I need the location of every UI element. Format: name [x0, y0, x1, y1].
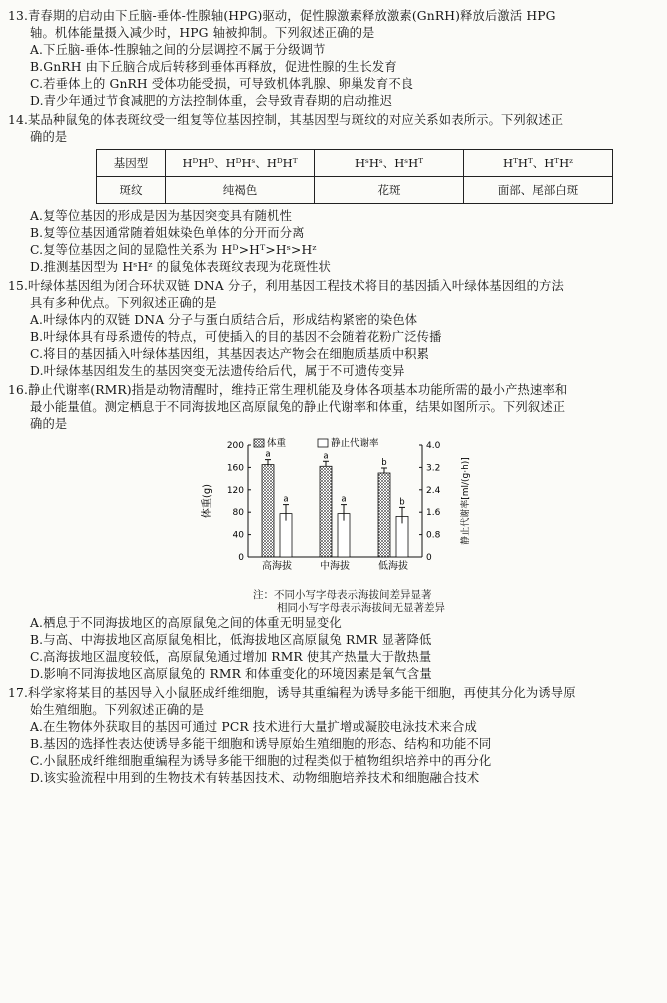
right-tick-label: 0.8 [426, 530, 441, 541]
bar-weight [320, 466, 332, 557]
table-cell: HˢHˢ、HˢHᵀ [315, 150, 464, 177]
option-d: D.影响不同海拔地区高原鼠兔的 RMR 和体重变化的环境因素是氧气含量 [30, 667, 432, 681]
table-cell: HᵀHᵀ、HᵀHᶻ [464, 150, 613, 177]
chart-note-line: 注：不同小写字母表示海拔间差异显著 [253, 589, 432, 601]
option-c: C.复等位基因之间的显隐性关系为 Hᴰ>Hᵀ>Hˢ>Hᶻ [30, 243, 317, 257]
question-stem-line: 16.静止代谢率(RMR)指是动物清醒时，维持正常生理机能及身体各项基本功能所需的最小产热速率和 [8, 383, 568, 397]
question-stem-line: 15.叶绿体基因组为闭合环状双链 DNA 分子，利用基因工程技术将目的基因插入叶绿体基因组的方法 [8, 279, 564, 293]
legend-label-weight: 体重 [267, 438, 287, 449]
option-d: D.该实验流程中用到的生物技术有转基因技术、动物细胞培养技术和细胞融合技术 [30, 771, 480, 785]
table-cell: 花斑 [315, 177, 464, 204]
legend-swatch-weight [254, 439, 264, 447]
left-tick-label: 200 [226, 441, 244, 451]
legend-swatch-rmr [318, 439, 328, 447]
option-d: D.推测基因型为 HˢHᶻ 的鼠兔体表斑纹表现为花斑性状 [30, 260, 331, 274]
option-c: C.小鼠胚成纤维细胞重编程为诱导多能干细胞的过程类似于植物组织培养中的再分化 [30, 754, 492, 768]
question-stem-line: 具有多种优点。下列叙述正确的是 [30, 296, 217, 310]
chart-note-line: 相同小写字母表示海拔间无显著差异 [277, 602, 445, 614]
bar-weight [378, 473, 390, 557]
option-a: A.复等位基因的形成是因为基因突变具有随机性 [30, 209, 293, 223]
bar-letter: a [341, 494, 347, 505]
table-row [97, 177, 613, 204]
question-15 [8, 278, 653, 380]
category-label: 中海拔 [320, 561, 350, 572]
question-16 [8, 382, 653, 683]
option-b: B.GnRH 由下丘脑合成后转移到垂体再释放，促进性腺的生长发育 [30, 60, 397, 74]
bar-letter: a [283, 494, 289, 505]
left-axis-label: 体重(g) [202, 483, 213, 519]
option-b: B.叶绿体具有母系遗传的特点，可使插入的目的基因不会随着花粉广泛传播 [30, 330, 442, 344]
question-stem-line: 始生殖细胞。下列叙述正确的是 [30, 703, 205, 717]
question-13 [8, 8, 653, 110]
question-stem-line: 14.某品种鼠兔的体表斑纹受一组复等位基因控制，其基因型与斑纹的对应关系如表所示。下列叙述正 [8, 113, 564, 127]
left-tick-label: 40 [232, 530, 244, 541]
chart-svg [186, 435, 486, 585]
right-tick-label: 1.6 [426, 508, 441, 519]
right-tick-label: 2.4 [426, 485, 441, 496]
question-17 [8, 685, 653, 787]
left-tick-label: 160 [226, 463, 244, 474]
genotype-table [96, 149, 613, 204]
option-a: A.下丘脑-垂体-性腺轴之间的分层调控不属于分级调节 [30, 43, 326, 57]
option-a: A.叶绿体内的双链 DNA 分子与蛋白质结合后，形成结构紧密的染色体 [30, 313, 418, 327]
category-label: 低海拔 [378, 561, 408, 572]
category-label: 高海拔 [262, 561, 292, 572]
option-a: A.在生物体外获取目的基因可通过 PCR 技术进行大量扩增或凝胶电泳技术来合成 [30, 720, 477, 734]
option-a: A.栖息于不同海拔地区的高原鼠兔之间的体重无明显变化 [30, 616, 342, 630]
bar-letter: a [265, 449, 271, 460]
question-stem-line: 确的是 [30, 417, 68, 431]
option-d: D.青少年通过节食减肥的方法控制体重，会导致青春期的启动推迟 [30, 94, 393, 108]
bar-letter: b [381, 458, 387, 468]
bar-chart [186, 435, 486, 589]
option-c: C.若垂体上的 GnRH 受体功能受损，可导致机体乳腺、卵巢发育不良 [30, 77, 414, 91]
option-c: C.将目的基因插入叶绿体基因组，其基因表达产物会在细胞质基质中积累 [30, 347, 430, 361]
option-d: D.叶绿体基因组发生的基因突变无法遗传给后代，属于不可遗传变异 [30, 364, 405, 378]
table-cell: HᴰHᴰ、HᴰHˢ、HᴰHᵀ [166, 150, 315, 177]
option-b: B.复等位基因通常随着姐妹染色单体的分开而分离 [30, 226, 305, 240]
table-row [97, 150, 613, 177]
table-header-cell: 斑纹 [97, 177, 166, 204]
question-stem-line: 17.科学家将某目的基因导入小鼠胚成纤维细胞，诱导其重编程为诱导多能干细胞，再使其分化为诱导原 [8, 686, 576, 700]
bar-weight [262, 465, 274, 557]
left-tick-label: 120 [226, 485, 244, 496]
legend-label-rmr: 静止代谢率 [331, 438, 379, 449]
bar-letter: b [399, 497, 405, 508]
question-stem-line: 确的是 [30, 130, 68, 144]
question-stem-line: 最小能量值。测定栖息于不同海拔地区高原鼠兔的静止代谢率和体重，结果如图所示。下列叙述正 [30, 400, 566, 414]
bar-letter: a [323, 451, 329, 462]
question-stem-line: 13.青春期的启动由下丘脑-垂体-性腺轴(HPG)驱动，促性腺激素释放激素(GnRH)释放后激活 HPG [8, 9, 556, 23]
right-tick-label: 4.0 [426, 441, 441, 451]
right-axis-label: 静止代谢率[ml/(g·h)] [461, 457, 471, 545]
right-tick-label: 0 [426, 553, 432, 563]
table-cell: 面部、尾部白斑 [464, 177, 613, 204]
left-tick-label: 0 [238, 553, 244, 563]
option-b: B.基因的选择性表达使诱导多能干细胞和诱导原始生殖细胞的形态、结构和功能不同 [30, 737, 492, 751]
option-c: C.高海拔地区温度较低，高原鼠兔通过增加 RMR 使其产热量大于散热量 [30, 650, 432, 664]
table-cell: 纯褐色 [166, 177, 315, 204]
question-14 [8, 112, 653, 276]
right-tick-label: 3.2 [426, 463, 441, 474]
question-stem-line: 轴。机体能量摄入减少时，HPG 轴被抑制。下列叙述正确的是 [30, 26, 375, 40]
left-tick-label: 80 [232, 508, 244, 519]
option-b: B.与高、中海拔地区高原鼠兔相比，低海拔地区高原鼠兔 RMR 显著降低 [30, 633, 432, 647]
table-header-cell: 基因型 [97, 150, 166, 177]
